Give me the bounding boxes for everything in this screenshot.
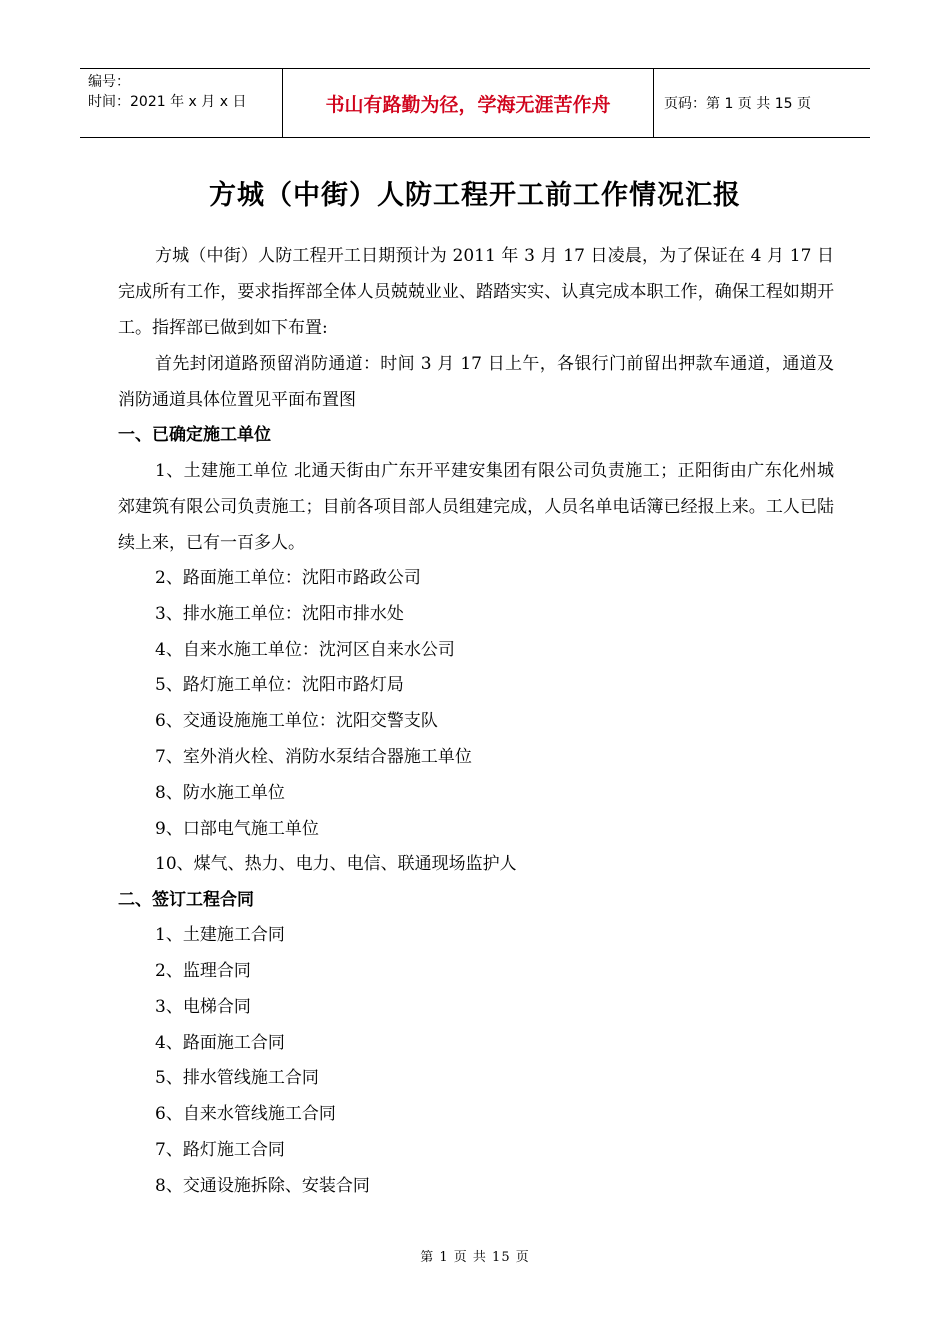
list-item: 3、电梯合同 [155,996,251,1017]
header-page-info: 页码：第 1 页 共 15 页 [664,96,811,112]
list-item: 2、监理合同 [155,960,251,981]
document-body [118,238,834,1205]
list-item: 7、路灯施工合同 [155,1139,285,1160]
list-item: 7、室外消火栓、消防水泵结合器施工单位 [155,746,472,767]
list-item: 9、口部电气施工单位 [155,818,319,839]
list-item: 6、自来水管线施工合同 [155,1104,336,1125]
list-item: 4、路面施工合同 [155,1032,285,1053]
list-item: 1、土建施工合同 [155,925,285,946]
time-label: 时间：2021 年 x 月 x 日 [88,94,247,110]
section-heading: 二、签订工程合同 [118,890,254,911]
list-item: 6、交通设施施工单位：沈阳交警支队 [155,711,438,732]
list-item: 3、排水施工单位：沈阳市排水处 [155,603,404,624]
number-label: 编号： [88,74,130,90]
page-footer: 第 1 页 共 15 页 [420,1250,530,1265]
list-item: 5、排水管线施工合同 [155,1068,319,1089]
list-item: 4、自来水施工单位：沈河区自来水公司 [155,639,455,660]
document-title: 方城（中街）人防工程开工前工作情况汇报 [209,180,741,211]
list-item: 5、路灯施工单位：沈阳市路灯局 [155,675,404,696]
list-item: 10、煤气、热力、电力、电信、联通现场监护人 [155,854,517,875]
intro-paragraph: 方城（中街）人防工程开工日期预计为 2011 年 3 月 17 日凌晨，为了保证在 4 月 17 日完成所有工作，要求指挥部全体人员兢兢业业、踏踏实实、认真完成本职工作，确保工程如期开工。指挥部已做到如下布置: [118,246,834,338]
list-item: 1、土建施工单位 北通天街由广东开平建安集团有限公司负责施工；正阳街由广东化州城郊建筑有限公司负责施工；目前各项目部人员组建完成，人员名单电话簿已经报上来。工人已陆续上来，已有一百多人。 [118,461,834,553]
list-item: 2、路面施工单位：沈阳市路政公司 [155,568,421,588]
intro-paragraph: 首先封闭道路预留消防通道：时间 3 月 17 日上午，各银行门前留出押款车通道，通道及消防通道具体位置见平面布置图 [118,354,834,410]
list-item: 8、交通设施拆除、安装合同 [155,1175,370,1196]
list-item: 8、防水施工单位 [155,782,285,803]
header-table [80,68,870,138]
header-motto: 书山有路勤为径，学海无涯苦作舟 [282,69,654,137]
section-heading: 一、已确定施工单位 [118,425,271,445]
header-meta [80,69,282,137]
